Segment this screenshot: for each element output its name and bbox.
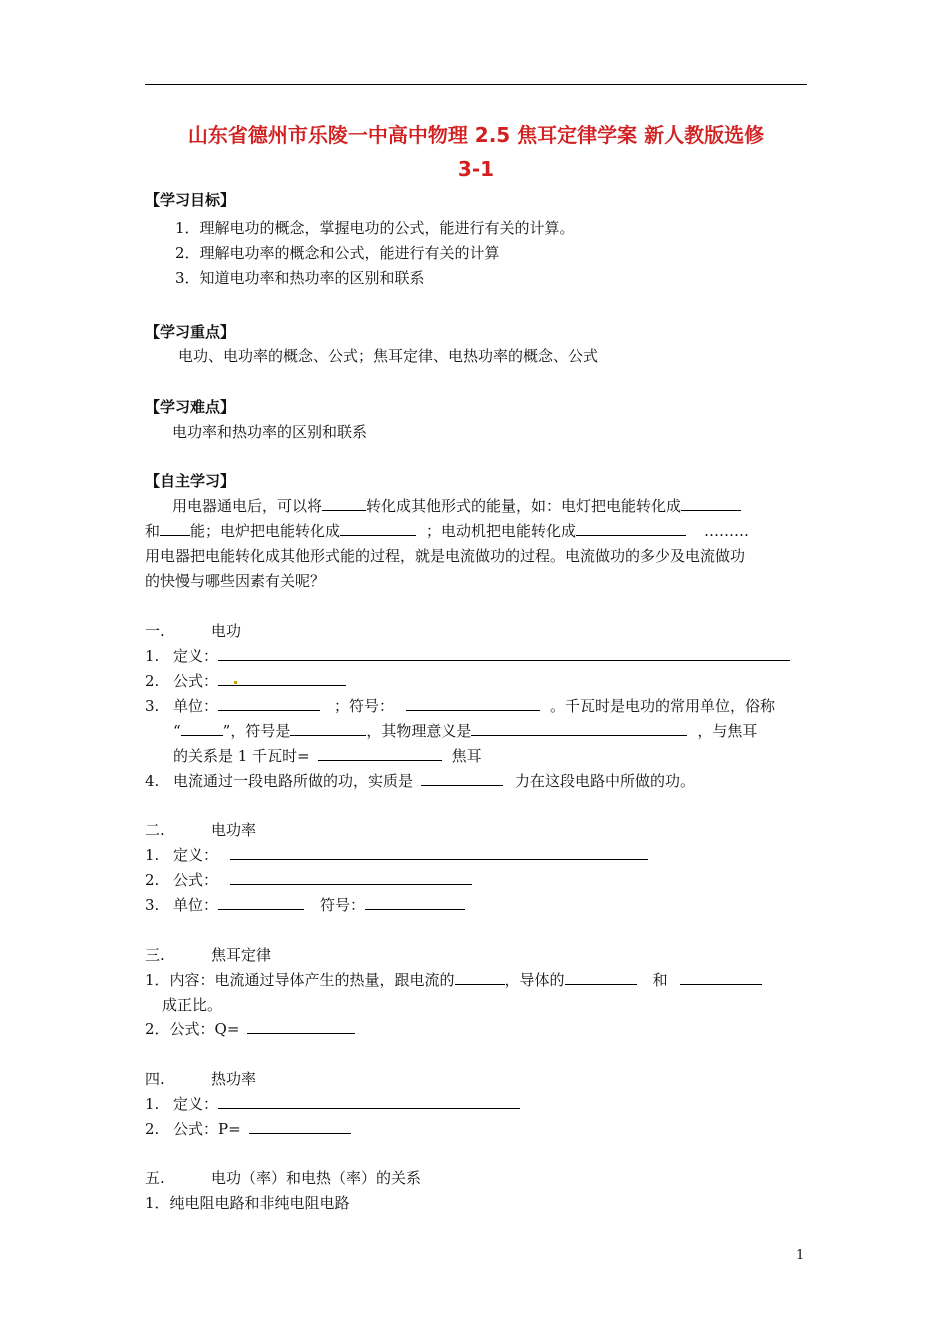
fill-blank[interactable] xyxy=(218,696,320,711)
section-2-item-1 xyxy=(145,845,648,865)
key-points-heading: 【学习重点】 xyxy=(145,323,236,341)
header-rule xyxy=(145,84,807,85)
fill-blank[interactable] xyxy=(406,696,540,711)
item-number: 2. xyxy=(145,871,160,889)
objective-item: 1．理解电功的概念，掌握电功的公式，能进行有关的计算。 xyxy=(175,219,575,237)
text: ，其物理意义是 xyxy=(366,722,472,740)
section-3-item-1-line2: 成正比。 xyxy=(162,996,223,1014)
section-5-heading xyxy=(145,1168,421,1188)
fill-blank[interactable] xyxy=(340,521,416,536)
text: 力在这段电路中所做的功。 xyxy=(515,772,696,790)
fill-blank[interactable] xyxy=(181,721,223,736)
item-label: 公式：P= xyxy=(173,1120,241,1138)
item-number: 3. xyxy=(145,697,160,715)
text: ；电动机把电能转化成 xyxy=(426,522,577,540)
document-title-line1: 山东省德州市乐陵一中高中物理 2.5 焦耳定律学案 新人教版选修 xyxy=(187,123,765,147)
item-number: 2. xyxy=(145,1120,160,1138)
text: 的关系是 1 千瓦时= xyxy=(173,747,310,765)
section-1-item-4 xyxy=(145,771,695,791)
section-1-heading xyxy=(145,621,241,641)
section-1-item-3-line2 xyxy=(173,721,757,741)
page-number: 1 xyxy=(796,1248,805,1263)
key-points-text: 电功、电功率的概念、公式；焦耳定律、电热功率的概念、公式 xyxy=(178,347,599,365)
fill-blank[interactable] xyxy=(565,970,637,985)
text: 单位： xyxy=(173,896,219,914)
section-title: 电功率 xyxy=(211,821,257,839)
fill-blank[interactable] xyxy=(249,1119,351,1134)
fill-blank[interactable] xyxy=(230,845,648,860)
section-title: 电功 xyxy=(211,622,242,640)
text: 转化成其他形式的能量，如：电灯把电能转化成 xyxy=(366,497,682,515)
text: 能；电炉把电能转化成 xyxy=(190,522,341,540)
text: 和 xyxy=(652,971,668,989)
item-number: 1. xyxy=(145,647,160,665)
text: ，导体的 xyxy=(504,971,565,989)
text: 。千瓦时是电功的常用单位，俗称 xyxy=(550,697,776,715)
fill-blank[interactable] xyxy=(247,1019,355,1034)
fill-blank[interactable] xyxy=(290,721,366,736)
fill-blank[interactable] xyxy=(455,970,505,985)
fill-blank[interactable] xyxy=(218,895,304,910)
section-3-item-2 xyxy=(145,1019,355,1039)
section-number: 三. xyxy=(145,946,165,964)
objectives-heading: 【学习目标】 xyxy=(145,191,236,209)
fill-blank[interactable] xyxy=(680,970,762,985)
fill-blank[interactable] xyxy=(471,721,687,736)
section-3-heading xyxy=(145,945,271,965)
item-label: 公式： xyxy=(173,871,219,889)
self-study-paragraph-line2 xyxy=(145,521,749,541)
item-label: 定义： xyxy=(173,647,219,665)
fill-blank[interactable] xyxy=(218,671,346,686)
text: “ xyxy=(173,722,181,740)
objective-item: 2．理解电功率的概念和公式，能进行有关的计算 xyxy=(175,244,500,262)
document-title-line2: 3-1 xyxy=(457,157,495,181)
text: 符号： xyxy=(320,896,366,914)
section-1-item-1 xyxy=(145,646,790,666)
text: 单位： xyxy=(173,697,219,715)
text: ……… xyxy=(704,522,750,540)
self-study-paragraph-line1 xyxy=(172,496,741,516)
section-1-item-3 xyxy=(145,696,775,716)
section-2-heading xyxy=(145,820,256,840)
fill-blank[interactable] xyxy=(322,496,366,511)
fill-blank[interactable] xyxy=(230,870,472,885)
item-label: 定义： xyxy=(173,1095,219,1113)
difficulties-text: 电功率和热功率的区别和联系 xyxy=(172,423,368,441)
item-number: 2. xyxy=(145,672,160,690)
section-3-item-1 xyxy=(145,970,762,990)
section-number: 二. xyxy=(145,821,165,839)
fill-blank[interactable] xyxy=(365,895,465,910)
difficulties-heading: 【学习难点】 xyxy=(145,398,236,416)
item-number: 1. xyxy=(145,846,160,864)
self-study-paragraph-line4: 的快慢与哪些因素有关呢？ xyxy=(145,572,326,590)
section-title: 电功（率）和电热（率）的关系 xyxy=(211,1169,422,1187)
item-number: 1. xyxy=(145,1095,160,1113)
fill-blank[interactable] xyxy=(318,746,442,761)
section-4-heading xyxy=(145,1069,256,1089)
text: ”，符号是 xyxy=(222,722,291,740)
item-number: 4. xyxy=(145,772,160,790)
section-5-item-1: 1．纯电阻电路和非纯电阻电路 xyxy=(145,1194,350,1212)
self-study-heading: 【自主学习】 xyxy=(145,472,236,490)
fill-blank[interactable] xyxy=(160,521,190,536)
section-4-item-1 xyxy=(145,1094,520,1114)
section-title: 焦耳定律 xyxy=(211,946,272,964)
self-study-paragraph-line3: 用电器把电能转化成其他形式能的过程，就是电流做功的过程。电流做功的多少及电流做功 xyxy=(145,547,746,565)
text: 电流通过一段电路所做的功，实质是 xyxy=(173,772,414,790)
text: 用电器通电后，可以将 xyxy=(172,497,323,515)
text: ，与焦耳 xyxy=(697,722,758,740)
section-4-item-2 xyxy=(145,1119,351,1139)
text: 2．公式：Q= xyxy=(145,1020,240,1038)
item-label: 公式： xyxy=(173,672,219,690)
fill-blank[interactable] xyxy=(421,771,503,786)
text: ；符号： xyxy=(334,697,395,715)
section-number: 一. xyxy=(145,622,165,640)
fill-blank[interactable] xyxy=(681,496,741,511)
fill-blank[interactable] xyxy=(576,521,686,536)
section-2-item-3 xyxy=(145,895,465,915)
section-number: 五. xyxy=(145,1169,165,1187)
item-number: 3. xyxy=(145,896,160,914)
section-1-item-2 xyxy=(145,671,346,691)
fill-blank[interactable] xyxy=(218,1094,520,1109)
text: 焦耳 xyxy=(451,747,482,765)
text: 和 xyxy=(145,522,161,540)
fill-blank[interactable] xyxy=(218,646,790,661)
objective-item: 3．知道电功率和热功率的区别和联系 xyxy=(175,269,425,287)
section-title: 热功率 xyxy=(211,1070,257,1088)
item-label: 定义： xyxy=(173,846,219,864)
text: 1．内容：电流通过导体产生的热量，跟电流的 xyxy=(145,971,455,989)
section-2-item-2 xyxy=(145,870,472,890)
section-number: 四. xyxy=(145,1070,165,1088)
section-1-item-3-line3 xyxy=(173,746,482,766)
speck-mark xyxy=(234,681,237,684)
